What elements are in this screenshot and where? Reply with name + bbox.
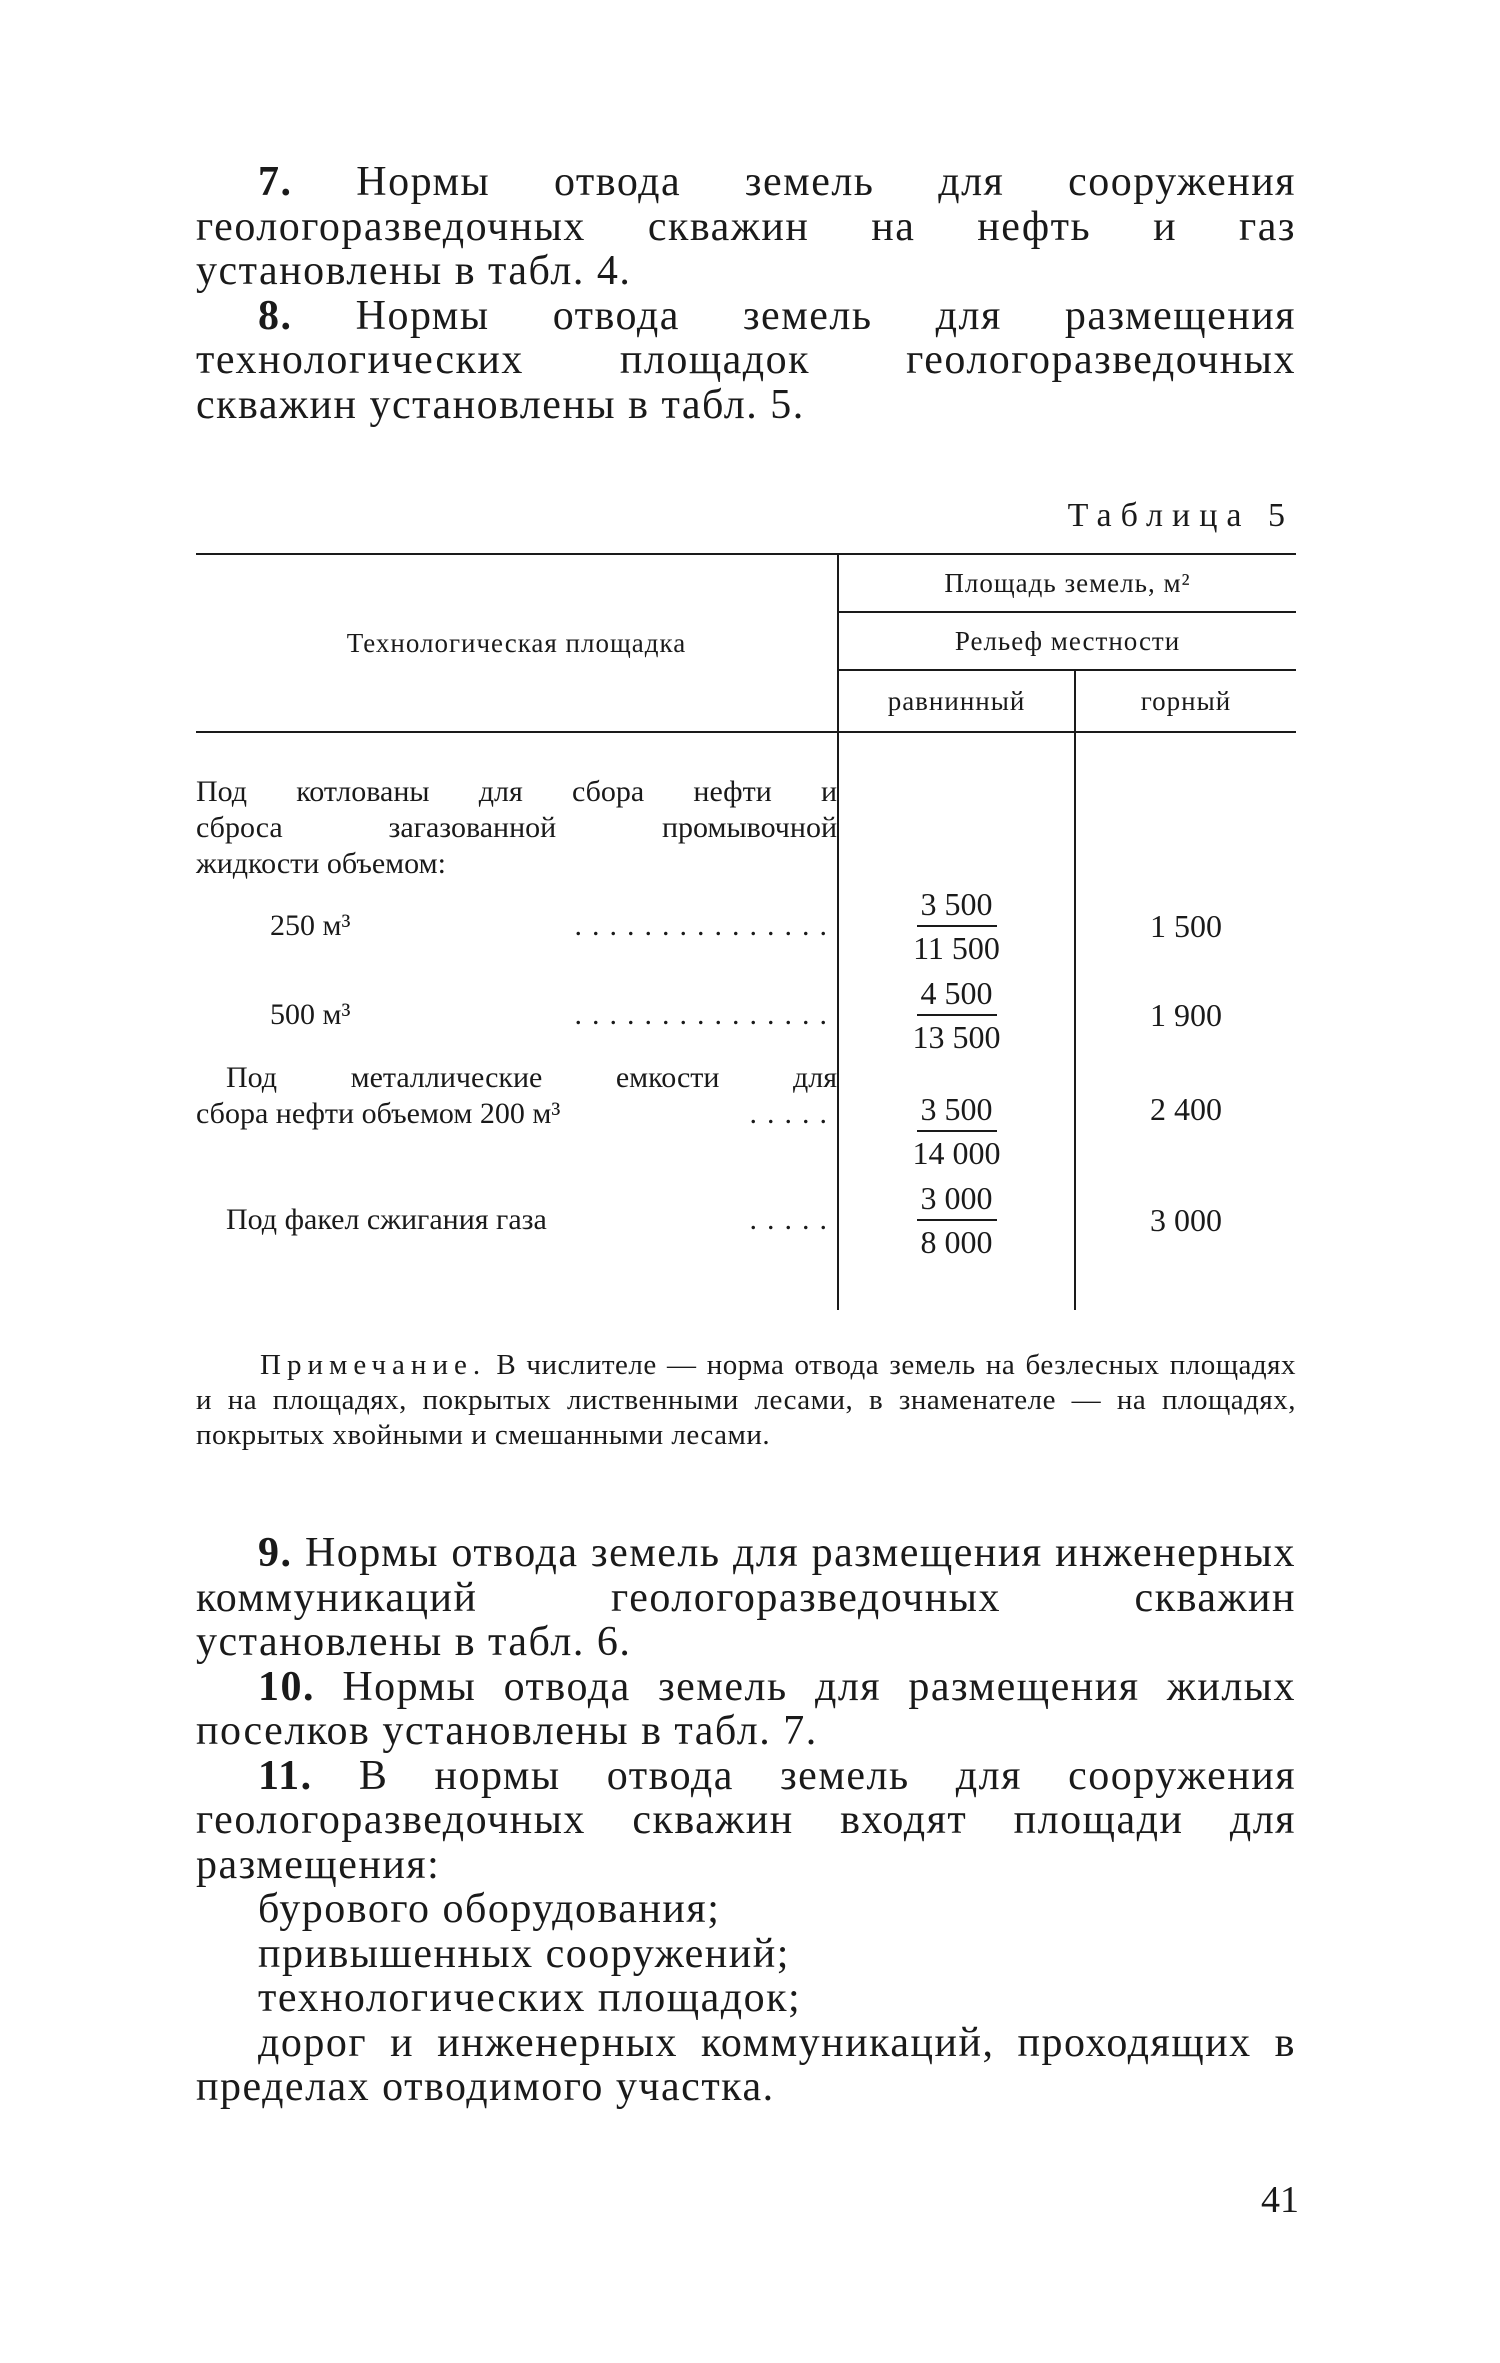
row-label-text: 500 м³ [270, 998, 351, 1031]
table-row [196, 1172, 1296, 1268]
value-denominator: 13 500 [912, 1019, 1001, 1055]
value-denominator: 11 500 [913, 930, 1000, 966]
header-relief: Рельеф местности [838, 612, 1296, 670]
table-row [196, 1060, 1296, 1172]
leader-dots: ............... [574, 998, 837, 1031]
intro-line: сброса загазованной промывочной [196, 811, 837, 844]
table-row [196, 882, 1296, 970]
value-mountain: 1 900 [1150, 996, 1222, 1033]
row-label-text: Под металлические емкости для [226, 1061, 837, 1094]
note-label: Примечание. [260, 1349, 487, 1381]
intro-line: жидкости объемом: [196, 847, 446, 880]
paragraph-number: 10. [258, 1663, 315, 1710]
header-plain: равнинный [838, 670, 1075, 732]
note-text: В числителе — норма отвода земель на безлесных площадях и на площадях, покрытых лиственными лесами, в знаменателе — на площадях, покрытых хвойными и смешанными лесами. [196, 1349, 1296, 1451]
row-label [196, 1060, 838, 1172]
row-label [196, 1172, 838, 1268]
paragraph-text: Нормы отвода земель для размещения технологических площадок геологоразведочных скважин установлены в табл. 5. [196, 292, 1296, 428]
paragraph-number: 8. [258, 292, 293, 339]
paragraph-number: 7. [258, 159, 293, 205]
value-plain [838, 970, 1075, 1060]
paragraph-text: Нормы отвода земель для сооружения геологоразведочных скважин на нефть и газ установлены в табл. 4. [196, 159, 1296, 294]
header-area: Площадь земель, м² [838, 554, 1296, 612]
row-label [196, 882, 838, 970]
leader-dots: ............... [574, 909, 837, 942]
value-plain [838, 882, 1075, 970]
value-numerator: 3 500 [917, 1090, 997, 1132]
row-label-text: 250 м³ [270, 909, 351, 942]
table-row-intro [196, 774, 1296, 882]
paragraph-number: 11. [258, 1752, 313, 1799]
paragraph-text: В нормы отвода земель для сооружения геологоразведочных скважин входят площади для размещения: [196, 1752, 1297, 1888]
value-denominator: 14 000 [912, 1135, 1001, 1171]
paragraph-8 [196, 294, 1296, 428]
value-numerator: 3 000 [917, 1179, 997, 1221]
paragraph-7 [196, 160, 1296, 294]
header-site: Технологическая площадка [196, 554, 838, 732]
value-denominator: 8 000 [920, 1224, 993, 1260]
value-mountain: 1 500 [1150, 907, 1222, 944]
row-label-text: сбора нефти объемом 200 м³ [196, 1097, 561, 1130]
paragraph-text: Нормы отвода земель для размещения инженерных коммуникаций геологоразведочных скважин установлены в табл. 6. [196, 1530, 1297, 1665]
value-mountain: 2 400 [1150, 1091, 1222, 1127]
paragraph-number: 9. [258, 1530, 293, 1576]
leader-dots: ..... [749, 1097, 837, 1130]
list-item: бурового оборудования; [258, 1886, 721, 1932]
list-item: дорог и инженерных коммуникаций, проходящих в пределах отводимого участка. [196, 2019, 1296, 2110]
paragraph-text: Нормы отвода земель для размещения жилых поселков установлены в табл. 7. [196, 1663, 1296, 1754]
table-row [196, 970, 1296, 1060]
paragraph-10 [196, 1665, 1296, 1754]
table-note [196, 1348, 1296, 1453]
row-label [196, 774, 838, 882]
row-label [196, 970, 838, 1060]
intro-line: Под котлованы для сбора нефти и [196, 775, 837, 808]
value-mountain: 3 000 [1150, 1201, 1222, 1238]
paragraph-11 [196, 1754, 1296, 1888]
value-plain [838, 1172, 1075, 1268]
row-label-text: Под факел сжигания газа [226, 1203, 547, 1236]
norms-table [196, 553, 1296, 1310]
page-content [196, 160, 1296, 2110]
page-number: 41 [1261, 2179, 1299, 2221]
value-numerator: 4 500 [917, 974, 997, 1016]
value-plain [838, 1060, 1075, 1172]
header-mountain: горный [1075, 670, 1296, 732]
list-item: привышенных сооружений; [258, 1930, 790, 1977]
leader-dots: ..... [749, 1203, 837, 1236]
value-numerator: 3 500 [917, 885, 997, 927]
table-caption: Таблица 5 [1067, 497, 1294, 534]
paragraph-9 [196, 1531, 1296, 1665]
list-item: технологических площадок; [258, 1975, 802, 2021]
